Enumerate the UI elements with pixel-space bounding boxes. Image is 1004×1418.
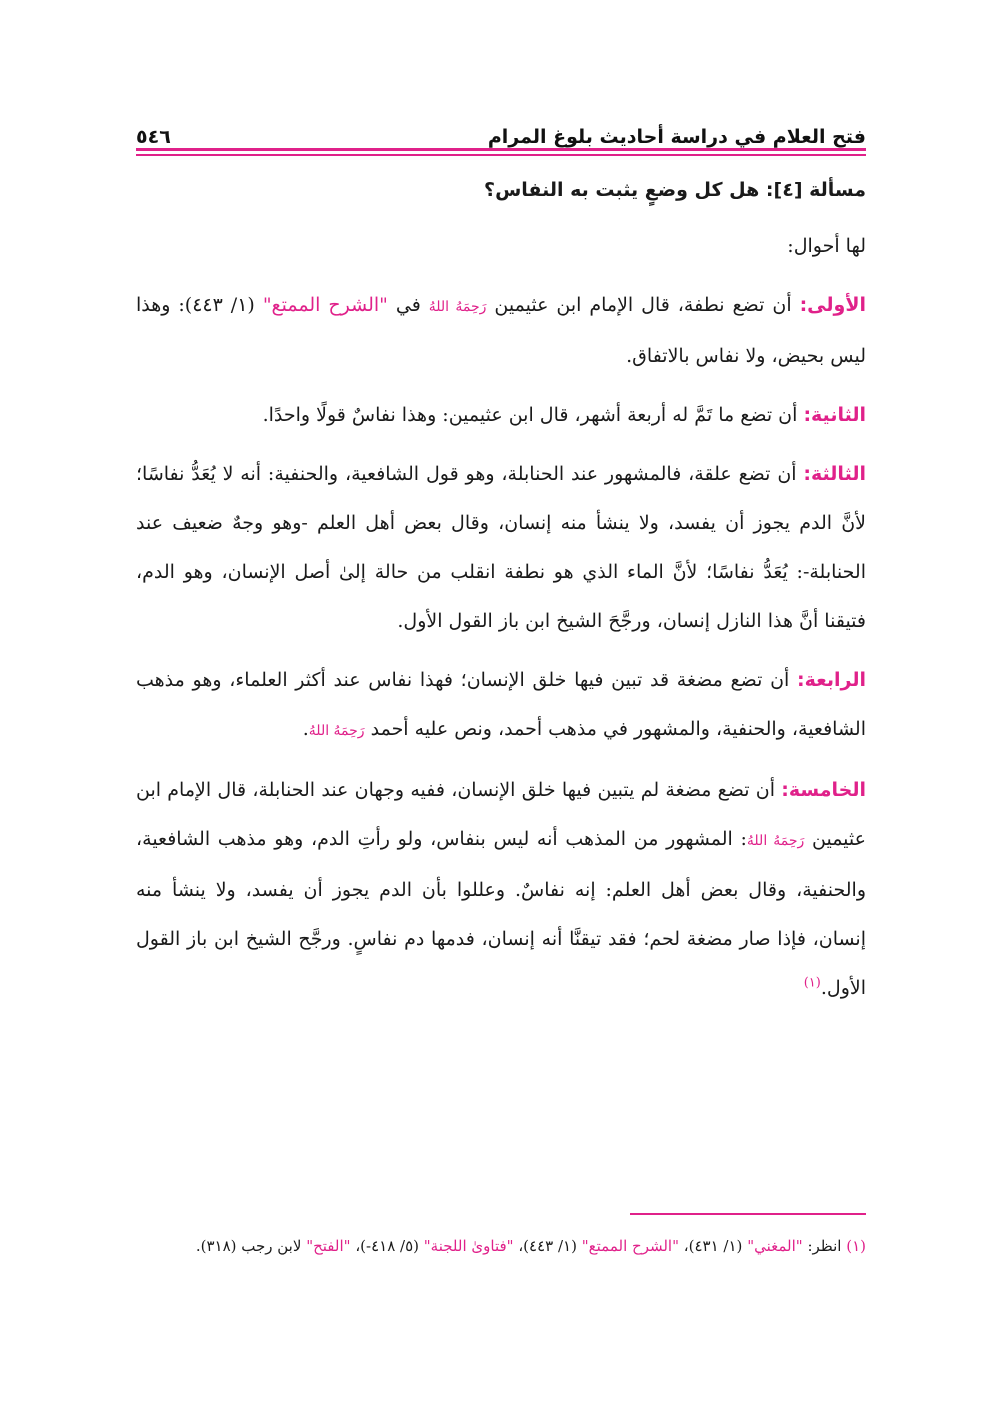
running-header	[136, 108, 866, 148]
footnote-text: (١/ ٤٤٣)،	[518, 1237, 577, 1255]
case-text: أن تضع علقة، فالمشهور عند الحنابلة، وهو قول الشافعية، والحنفية: أنه لا يُعَدُّ نفاسًا؛ لأنَّ الدم يجوز أن يفسد، ولا ينشأ منه إنسان، وقال بعض أهل العلم -وهو وجهٌ ضعيف عند الحنابلة-: يُعَدُّ نفاسًا؛ لأنَّ الماء الذي هو نطفة انقلب من حالة إلىٰ أصل الإنسان، وهو الدم، فتيقنا أنَّ هذا النازل إنسان، ورجَّحَ الشيخ ابن باز القول الأول.	[136, 463, 866, 632]
footnote-text: انظر:	[807, 1237, 842, 1255]
case-text: : المشهور من المذهب أنه ليس بنفاس، ولو رأتِ الدم، وهو مذهب الشافعية، والحنفية، وقال بعض أهل العلم: إنه نفاسٌ. وعللوا بأن الدم يجوز أن يفسد، ولا ينشأ منه إنسان، فإذا صار مضغة لحم؛ فقد تيقنَّا أنه إنسان، فدمها دم نفاسٍ. ورجَّح الشيخ ابن باز القول الأول.	[136, 828, 866, 999]
case-text: في	[395, 294, 421, 316]
case-text: أن تضع ما تَمَّ له أربعة أشهر، قال ابن عثيمين: وهذا نفاسٌ قولًا واحدًا.	[262, 404, 798, 426]
book-title: فتح العلام في دراسة أحاديث بلوغ المرام	[487, 126, 866, 148]
main-text	[136, 170, 866, 1023]
footnote-number: (١)	[846, 1237, 866, 1255]
honorific-glyph: رَحِمَهُ اللهُ	[308, 723, 365, 739]
case-label: الأولى:	[799, 294, 867, 316]
honorific-glyph: رَحِمَهُ اللهُ	[746, 833, 805, 849]
case-text: (١/ ٤٤٣): وهذا ليس بحيض، ولا نفاس بالاتفاق.	[136, 294, 866, 367]
case-text: أن تضع مضغة لم يتبين فيها خلق الإنسان، ففيه وجهان عند الحنابلة، قال الإمام ابن عثيمين	[136, 779, 866, 850]
issue-heading	[136, 170, 866, 210]
case-label: الخامسة:	[781, 779, 866, 801]
case-label: الرابعة:	[797, 669, 866, 691]
case-second	[136, 391, 866, 440]
footnote-quote: "الشرح الممتع"	[581, 1237, 679, 1255]
intro-text: لها أحوال:	[787, 235, 866, 257]
case-fifth	[136, 766, 866, 1013]
footnote-text: (٥/ ٤١٨-)،	[355, 1237, 419, 1255]
case-label: الثالثة:	[803, 463, 866, 485]
honorific-glyph: رَحِمَهُ اللهُ	[428, 299, 487, 315]
footnote-quote: "فتاوىٰ اللجنة"	[423, 1237, 514, 1255]
footnote-text: (١/ ٤٣١)،	[683, 1237, 743, 1255]
case-fourth	[136, 656, 866, 756]
header-rule-thick	[136, 148, 866, 151]
case-text: أن تضع مضغة قد تبين فيها خلق الإنسان؛ فهذا نفاس عند أكثر العلماء، وهو مذهب الشافعية، والحنفية، والمشهور في مذهب أحمد، ونص عليه أحمد	[136, 669, 866, 740]
case-label: الثانية:	[803, 404, 866, 426]
footnote-reference[interactable]: (١)	[803, 975, 821, 991]
case-text: أن تضع نطفة، قال الإمام ابن عثيمين	[494, 294, 792, 316]
case-third	[136, 450, 866, 646]
issue-question: هل كل وضعٍ يثبت به النفاس؟	[484, 179, 760, 201]
footnote-text: لابن رجب (٣١٨).	[195, 1237, 302, 1255]
book-quote: "الشرح الممتع"	[262, 294, 388, 316]
issue-label: مسألة [٤]:	[765, 179, 866, 201]
case-text: .	[302, 718, 309, 740]
footnote-quote: "الفتح"	[306, 1237, 351, 1255]
footnotes	[136, 1232, 866, 1260]
footnote-separator	[630, 1213, 866, 1215]
header-rule-thin	[136, 154, 866, 156]
case-first	[136, 281, 866, 381]
page-number: ٥٤٦	[136, 126, 171, 148]
footnote-quote: "المغني"	[747, 1237, 803, 1255]
